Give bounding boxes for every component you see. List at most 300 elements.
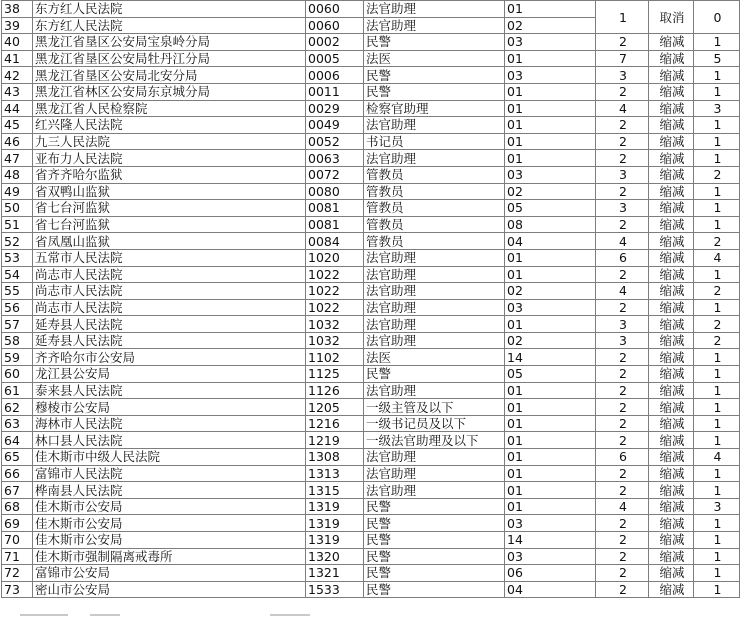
table-row [2, 449, 740, 466]
organization-cell[interactable]: 桦南县人民法院 [33, 482, 306, 499]
adjusted-count-cell[interactable]: 2 [694, 233, 740, 250]
table-row [2, 415, 740, 432]
position-seq-cell[interactable]: 01 [505, 150, 596, 167]
position-name-cell[interactable]: 民警 [364, 532, 505, 549]
position-code-cell[interactable]: 1308 [306, 449, 364, 466]
position-name-cell[interactable]: 法医 [364, 50, 505, 67]
organization-cell[interactable]: 省七台河监狱 [33, 200, 306, 217]
action-cell[interactable]: 缩减 [649, 498, 694, 515]
table-row [2, 67, 740, 84]
row-number[interactable]: 67 [2, 482, 33, 499]
original-count-cell[interactable]: 2 [596, 515, 649, 532]
organization-cell[interactable]: 黑龙江省垦区公安局牡丹江分局 [33, 50, 306, 67]
original-count-cell[interactable]: 2 [596, 548, 649, 565]
action-cell[interactable]: 缩减 [649, 34, 694, 51]
organization-cell[interactable]: 密山市公安局 [33, 581, 306, 598]
row-number[interactable]: 69 [2, 515, 33, 532]
position-seq-cell[interactable]: 01 [505, 382, 596, 399]
position-code-cell[interactable]: 1102 [306, 349, 364, 366]
position-code-cell[interactable]: 0063 [306, 150, 364, 167]
organization-cell[interactable]: 尚志市人民法院 [33, 299, 306, 316]
position-seq-cell[interactable]: 01 [505, 266, 596, 283]
original-count-cell[interactable]: 2 [596, 349, 649, 366]
position-code-cell[interactable]: 1319 [306, 515, 364, 532]
action-cell[interactable]: 缩减 [649, 183, 694, 200]
row-number[interactable]: 58 [2, 332, 33, 349]
row-number[interactable]: 65 [2, 449, 33, 466]
position-code-cell[interactable]: 0081 [306, 200, 364, 217]
position-seq-cell[interactable]: 01 [505, 249, 596, 266]
organization-cell[interactable]: 泰来县人民法院 [33, 382, 306, 399]
action-cell[interactable]: 缩减 [649, 299, 694, 316]
action-cell[interactable]: 缩减 [649, 581, 694, 598]
organization-cell[interactable]: 穆棱市公安局 [33, 399, 306, 416]
position-code-cell[interactable]: 0006 [306, 67, 364, 84]
original-count-cell[interactable]: 2 [596, 83, 649, 100]
organization-cell[interactable]: 尚志市人民法院 [33, 266, 306, 283]
row-number[interactable]: 52 [2, 233, 33, 250]
table-row [2, 316, 740, 333]
table-row [2, 349, 740, 366]
table-row [2, 133, 740, 150]
organization-cell[interactable]: 林口县人民法院 [33, 432, 306, 449]
position-name-cell[interactable]: 民警 [364, 548, 505, 565]
position-code-cell[interactable]: 1216 [306, 415, 364, 432]
original-count-cell[interactable]: 2 [596, 34, 649, 51]
row-number[interactable]: 71 [2, 548, 33, 565]
position-seq-cell[interactable]: 01 [505, 100, 596, 117]
position-name-cell[interactable]: 管教员 [364, 183, 505, 200]
row-number[interactable]: 47 [2, 150, 33, 167]
position-name-cell[interactable]: 民警 [364, 498, 505, 515]
action-cell[interactable]: 缩减 [649, 233, 694, 250]
row-number[interactable]: 63 [2, 415, 33, 432]
position-code-cell[interactable]: 1125 [306, 366, 364, 383]
original-count-cell[interactable]: 2 [596, 581, 649, 598]
position-name-cell[interactable]: 管教员 [364, 216, 505, 233]
adjusted-count-cell[interactable]: 1 [694, 465, 740, 482]
row-number[interactable]: 49 [2, 183, 33, 200]
position-code-cell[interactable]: 0084 [306, 233, 364, 250]
adjusted-count-cell[interactable]: 1 [694, 581, 740, 598]
position-seq-cell[interactable]: 01 [505, 117, 596, 134]
original-count-cell[interactable]: 2 [596, 216, 649, 233]
adjusted-count-cell[interactable]: 1 [694, 150, 740, 167]
action-cell[interactable]: 缩减 [649, 283, 694, 300]
position-seq-cell[interactable]: 01 [505, 1, 596, 18]
organization-cell[interactable]: 东方红人民法院 [33, 17, 306, 34]
position-code-cell[interactable]: 1320 [306, 548, 364, 565]
organization-cell[interactable]: 齐齐哈尔市公安局 [33, 349, 306, 366]
action-cell[interactable]: 缩减 [649, 565, 694, 582]
row-number[interactable]: 44 [2, 100, 33, 117]
position-seq-cell[interactable]: 04 [505, 581, 596, 598]
position-code-cell[interactable]: 0052 [306, 133, 364, 150]
position-code-cell[interactable]: 1315 [306, 482, 364, 499]
adjusted-count-cell[interactable]: 2 [694, 316, 740, 333]
table-row [2, 34, 740, 51]
adjusted-count-cell[interactable]: 3 [694, 498, 740, 515]
original-count-cell[interactable]: 6 [596, 449, 649, 466]
organization-cell[interactable]: 佳木斯市中级人民法院 [33, 449, 306, 466]
action-cell[interactable]: 缩减 [649, 366, 694, 383]
position-seq-cell[interactable]: 08 [505, 216, 596, 233]
position-seq-cell[interactable]: 01 [505, 316, 596, 333]
row-number[interactable]: 62 [2, 399, 33, 416]
original-count-cell[interactable]: 2 [596, 133, 649, 150]
position-seq-cell[interactable]: 05 [505, 366, 596, 383]
position-name-cell[interactable]: 民警 [364, 67, 505, 84]
original-count-cell[interactable]: 3 [596, 67, 649, 84]
original-count-cell[interactable]: 1 [596, 1, 649, 34]
position-seq-cell[interactable]: 02 [505, 183, 596, 200]
adjusted-count-cell[interactable]: 5 [694, 50, 740, 67]
position-seq-cell[interactable]: 02 [505, 332, 596, 349]
position-name-cell[interactable]: 管教员 [364, 166, 505, 183]
row-number[interactable]: 72 [2, 565, 33, 582]
table-row [2, 565, 740, 582]
action-cell[interactable]: 缩减 [649, 117, 694, 134]
row-number[interactable]: 64 [2, 432, 33, 449]
organization-cell[interactable]: 红兴隆人民法院 [33, 117, 306, 134]
action-cell[interactable]: 缩减 [649, 316, 694, 333]
position-code-cell[interactable]: 1032 [306, 316, 364, 333]
row-number[interactable]: 43 [2, 83, 33, 100]
adjusted-count-cell[interactable]: 1 [694, 117, 740, 134]
position-code-cell[interactable]: 0005 [306, 50, 364, 67]
position-name-cell[interactable]: 法官助理 [364, 465, 505, 482]
table-row [2, 83, 740, 100]
original-count-cell[interactable]: 2 [596, 299, 649, 316]
row-number[interactable]: 68 [2, 498, 33, 515]
original-count-cell[interactable]: 2 [596, 532, 649, 549]
action-cell[interactable]: 缩减 [649, 449, 694, 466]
action-cell[interactable]: 取消 [649, 1, 694, 34]
original-count-cell[interactable]: 2 [596, 382, 649, 399]
position-name-cell[interactable]: 法官助理 [364, 332, 505, 349]
adjusted-count-cell[interactable]: 1 [694, 133, 740, 150]
position-seq-cell[interactable]: 03 [505, 515, 596, 532]
action-cell[interactable]: 缩减 [649, 249, 694, 266]
action-cell[interactable]: 缩减 [649, 133, 694, 150]
table-row [2, 100, 740, 117]
position-name-cell[interactable]: 管教员 [364, 200, 505, 217]
adjusted-count-cell[interactable]: 1 [694, 432, 740, 449]
original-count-cell[interactable]: 4 [596, 233, 649, 250]
position-seq-cell[interactable]: 03 [505, 299, 596, 316]
action-cell[interactable]: 缩减 [649, 482, 694, 499]
row-number[interactable]: 45 [2, 117, 33, 134]
action-cell[interactable]: 缩减 [649, 415, 694, 432]
table-row [2, 548, 740, 565]
position-name-cell[interactable]: 法官助理 [364, 17, 505, 34]
position-seq-cell[interactable]: 01 [505, 50, 596, 67]
row-number[interactable]: 38 [2, 1, 33, 18]
position-seq-cell[interactable]: 01 [505, 83, 596, 100]
organization-cell[interactable]: 尚志市人民法院 [33, 283, 306, 300]
adjusted-count-cell[interactable]: 1 [694, 532, 740, 549]
action-cell[interactable]: 缩减 [649, 266, 694, 283]
row-number[interactable]: 54 [2, 266, 33, 283]
adjusted-count-cell[interactable]: 1 [694, 216, 740, 233]
position-code-cell[interactable]: 1533 [306, 581, 364, 598]
position-seq-cell[interactable]: 03 [505, 166, 596, 183]
adjusted-count-cell[interactable]: 2 [694, 283, 740, 300]
original-count-cell[interactable]: 2 [596, 183, 649, 200]
position-seq-cell[interactable]: 01 [505, 482, 596, 499]
original-count-cell[interactable]: 2 [596, 482, 649, 499]
position-code-cell[interactable]: 1319 [306, 532, 364, 549]
organization-cell[interactable]: 省双鸭山监狱 [33, 183, 306, 200]
action-cell[interactable]: 缩减 [649, 67, 694, 84]
position-name-cell[interactable]: 民警 [364, 515, 505, 532]
action-cell[interactable]: 缩减 [649, 548, 694, 565]
position-seq-cell[interactable]: 05 [505, 200, 596, 217]
position-code-cell[interactable]: 1022 [306, 283, 364, 300]
row-number[interactable]: 50 [2, 200, 33, 217]
position-code-cell[interactable]: 1219 [306, 432, 364, 449]
position-name-cell[interactable]: 法官助理 [364, 1, 505, 18]
position-code-cell[interactable]: 1126 [306, 382, 364, 399]
organization-cell[interactable]: 黑龙江省垦区公安局北安分局 [33, 67, 306, 84]
original-count-cell[interactable]: 2 [596, 150, 649, 167]
position-seq-cell[interactable]: 01 [505, 449, 596, 466]
position-seq-cell[interactable]: 14 [505, 532, 596, 549]
row-number[interactable]: 53 [2, 249, 33, 266]
row-number[interactable]: 42 [2, 67, 33, 84]
adjusted-count-cell[interactable]: 4 [694, 449, 740, 466]
row-number[interactable]: 48 [2, 166, 33, 183]
position-name-cell[interactable]: 法官助理 [364, 316, 505, 333]
organization-cell[interactable]: 延寿县人民法院 [33, 332, 306, 349]
action-cell[interactable]: 缩减 [649, 532, 694, 549]
adjusted-count-cell[interactable]: 2 [694, 166, 740, 183]
position-code-cell[interactable]: 0080 [306, 183, 364, 200]
organization-cell[interactable]: 省齐齐哈尔监狱 [33, 166, 306, 183]
action-cell[interactable]: 缩减 [649, 515, 694, 532]
position-seq-cell[interactable]: 01 [505, 465, 596, 482]
organization-cell[interactable]: 黑龙江省人民检察院 [33, 100, 306, 117]
organization-cell[interactable]: 佳木斯市强制隔离戒毒所 [33, 548, 306, 565]
row-number[interactable]: 59 [2, 349, 33, 366]
organization-cell[interactable]: 延寿县人民法院 [33, 316, 306, 333]
table-row [2, 166, 740, 183]
adjusted-count-cell[interactable]: 1 [694, 349, 740, 366]
action-cell[interactable]: 缩减 [649, 465, 694, 482]
position-name-cell[interactable]: 一级法官助理及以下 [364, 432, 505, 449]
organization-cell[interactable]: 黑龙江省垦区公安局宝泉岭分局 [33, 34, 306, 51]
row-number[interactable]: 60 [2, 366, 33, 383]
original-count-cell[interactable]: 4 [596, 100, 649, 117]
position-name-cell[interactable]: 法官助理 [364, 299, 505, 316]
position-seq-cell[interactable]: 14 [505, 349, 596, 366]
position-code-cell[interactable]: 0072 [306, 166, 364, 183]
adjusted-count-cell[interactable]: 1 [694, 83, 740, 100]
position-name-cell[interactable]: 一级书记员及以下 [364, 415, 505, 432]
position-seq-cell[interactable]: 03 [505, 34, 596, 51]
original-count-cell[interactable]: 4 [596, 283, 649, 300]
row-number[interactable]: 39 [2, 17, 33, 34]
position-seq-cell[interactable]: 04 [505, 233, 596, 250]
original-count-cell[interactable]: 2 [596, 266, 649, 283]
table-row [2, 332, 740, 349]
position-code-cell[interactable]: 0002 [306, 34, 364, 51]
original-count-cell[interactable]: 2 [596, 117, 649, 134]
position-seq-cell[interactable]: 03 [505, 67, 596, 84]
position-seq-cell[interactable]: 03 [505, 548, 596, 565]
adjusted-count-cell[interactable]: 1 [694, 515, 740, 532]
action-cell[interactable]: 缩减 [649, 150, 694, 167]
adjusted-count-cell[interactable]: 1 [694, 34, 740, 51]
row-number[interactable]: 56 [2, 299, 33, 316]
organization-cell[interactable]: 富锦市公安局 [33, 565, 306, 582]
action-cell[interactable]: 缩减 [649, 216, 694, 233]
position-code-cell[interactable]: 1205 [306, 399, 364, 416]
adjusted-count-cell[interactable]: 1 [694, 183, 740, 200]
organization-cell[interactable]: 东方红人民法院 [33, 1, 306, 18]
position-code-cell[interactable]: 0011 [306, 83, 364, 100]
row-number[interactable]: 41 [2, 50, 33, 67]
position-name-cell[interactable]: 法官助理 [364, 266, 505, 283]
position-name-cell[interactable]: 检察官助理 [364, 100, 505, 117]
table-row [2, 465, 740, 482]
adjusted-count-cell[interactable]: 1 [694, 399, 740, 416]
position-table [1, 0, 740, 598]
row-number[interactable]: 57 [2, 316, 33, 333]
original-count-cell[interactable]: 6 [596, 249, 649, 266]
position-name-cell[interactable]: 一级主管及以下 [364, 399, 505, 416]
position-code-cell[interactable]: 1321 [306, 565, 364, 582]
action-cell[interactable]: 缩减 [649, 100, 694, 117]
organization-cell[interactable]: 五常市人民法院 [33, 249, 306, 266]
adjusted-count-cell[interactable]: 1 [694, 67, 740, 84]
original-count-cell[interactable]: 2 [596, 432, 649, 449]
action-cell[interactable]: 缩减 [649, 332, 694, 349]
action-cell[interactable]: 缩减 [649, 83, 694, 100]
position-seq-cell[interactable]: 01 [505, 133, 596, 150]
position-name-cell[interactable]: 法官助理 [364, 382, 505, 399]
position-name-cell[interactable]: 法官助理 [364, 482, 505, 499]
row-number[interactable]: 66 [2, 465, 33, 482]
action-cell[interactable]: 缩减 [649, 382, 694, 399]
original-count-cell[interactable]: 2 [596, 399, 649, 416]
original-count-cell[interactable]: 3 [596, 200, 649, 217]
position-name-cell[interactable]: 法官助理 [364, 150, 505, 167]
position-code-cell[interactable]: 1020 [306, 249, 364, 266]
action-cell[interactable]: 缩减 [649, 166, 694, 183]
organization-cell[interactable]: 省凤凰山监狱 [33, 233, 306, 250]
position-seq-cell[interactable]: 01 [505, 399, 596, 416]
position-name-cell[interactable]: 民警 [364, 581, 505, 598]
original-count-cell[interactable]: 4 [596, 498, 649, 515]
action-cell[interactable]: 缩减 [649, 349, 694, 366]
position-name-cell[interactable]: 法官助理 [364, 283, 505, 300]
organization-cell[interactable]: 富锦市人民法院 [33, 465, 306, 482]
position-code-cell[interactable]: 0029 [306, 100, 364, 117]
position-name-cell[interactable]: 法官助理 [364, 449, 505, 466]
row-number[interactable]: 73 [2, 581, 33, 598]
position-code-cell[interactable]: 0049 [306, 117, 364, 134]
original-count-cell[interactable]: 3 [596, 316, 649, 333]
position-code-cell[interactable]: 0060 [306, 17, 364, 34]
adjusted-count-cell[interactable]: 1 [694, 482, 740, 499]
position-name-cell[interactable]: 法官助理 [364, 117, 505, 134]
organization-cell[interactable]: 亚布力人民法院 [33, 150, 306, 167]
organization-cell[interactable]: 佳木斯市公安局 [33, 532, 306, 549]
row-number[interactable]: 55 [2, 283, 33, 300]
original-count-cell[interactable]: 2 [596, 366, 649, 383]
position-name-cell[interactable]: 书记员 [364, 133, 505, 150]
organization-cell[interactable]: 佳木斯市公安局 [33, 515, 306, 532]
adjusted-count-cell[interactable]: 1 [694, 299, 740, 316]
position-seq-cell[interactable]: 02 [505, 283, 596, 300]
adjusted-count-cell[interactable]: 1 [694, 548, 740, 565]
row-number[interactable]: 61 [2, 382, 33, 399]
position-seq-cell[interactable]: 02 [505, 17, 596, 34]
position-seq-cell[interactable]: 01 [505, 498, 596, 515]
adjusted-count-cell[interactable]: 1 [694, 366, 740, 383]
position-code-cell[interactable]: 1022 [306, 266, 364, 283]
organization-cell[interactable]: 黑龙江省林区公安局东京城分局 [33, 83, 306, 100]
original-count-cell[interactable]: 2 [596, 415, 649, 432]
original-count-cell[interactable]: 3 [596, 332, 649, 349]
position-name-cell[interactable]: 民警 [364, 34, 505, 51]
position-name-cell[interactable]: 民警 [364, 366, 505, 383]
action-cell[interactable]: 缩减 [649, 399, 694, 416]
row-number[interactable]: 46 [2, 133, 33, 150]
organization-cell[interactable]: 佳木斯市公安局 [33, 498, 306, 515]
adjusted-count-cell[interactable]: 2 [694, 332, 740, 349]
position-code-cell[interactable]: 1032 [306, 332, 364, 349]
position-name-cell[interactable]: 管教员 [364, 233, 505, 250]
adjusted-count-cell[interactable]: 3 [694, 100, 740, 117]
organization-cell[interactable]: 省七台河监狱 [33, 216, 306, 233]
adjusted-count-cell[interactable]: 4 [694, 249, 740, 266]
original-count-cell[interactable]: 3 [596, 166, 649, 183]
row-number[interactable]: 70 [2, 532, 33, 549]
position-name-cell[interactable]: 民警 [364, 83, 505, 100]
position-name-cell[interactable]: 法医 [364, 349, 505, 366]
position-code-cell[interactable]: 1313 [306, 465, 364, 482]
position-seq-cell[interactable]: 01 [505, 415, 596, 432]
adjusted-count-cell[interactable]: 1 [694, 200, 740, 217]
position-code-cell[interactable]: 0081 [306, 216, 364, 233]
row-number[interactable]: 51 [2, 216, 33, 233]
row-number[interactable]: 40 [2, 34, 33, 51]
action-cell[interactable]: 缩减 [649, 200, 694, 217]
adjusted-count-cell[interactable]: 1 [694, 266, 740, 283]
position-name-cell[interactable]: 法官助理 [364, 249, 505, 266]
original-count-cell[interactable]: 7 [596, 50, 649, 67]
organization-cell[interactable]: 九三人民法院 [33, 133, 306, 150]
adjusted-count-cell[interactable]: 1 [694, 415, 740, 432]
action-cell[interactable]: 缩减 [649, 50, 694, 67]
organization-cell[interactable]: 龙江县公安局 [33, 366, 306, 383]
position-code-cell[interactable]: 1022 [306, 299, 364, 316]
action-cell[interactable]: 缩减 [649, 432, 694, 449]
organization-cell[interactable]: 海林市人民法院 [33, 415, 306, 432]
original-count-cell[interactable]: 2 [596, 465, 649, 482]
adjusted-count-cell[interactable]: 0 [694, 1, 740, 34]
original-count-cell[interactable]: 2 [596, 565, 649, 582]
position-name-cell[interactable]: 民警 [364, 565, 505, 582]
position-seq-cell[interactable]: 06 [505, 565, 596, 582]
adjusted-count-cell[interactable]: 1 [694, 382, 740, 399]
position-seq-cell[interactable]: 01 [505, 432, 596, 449]
adjusted-count-cell[interactable]: 1 [694, 565, 740, 582]
position-code-cell[interactable]: 1319 [306, 498, 364, 515]
position-code-cell[interactable]: 0060 [306, 1, 364, 18]
